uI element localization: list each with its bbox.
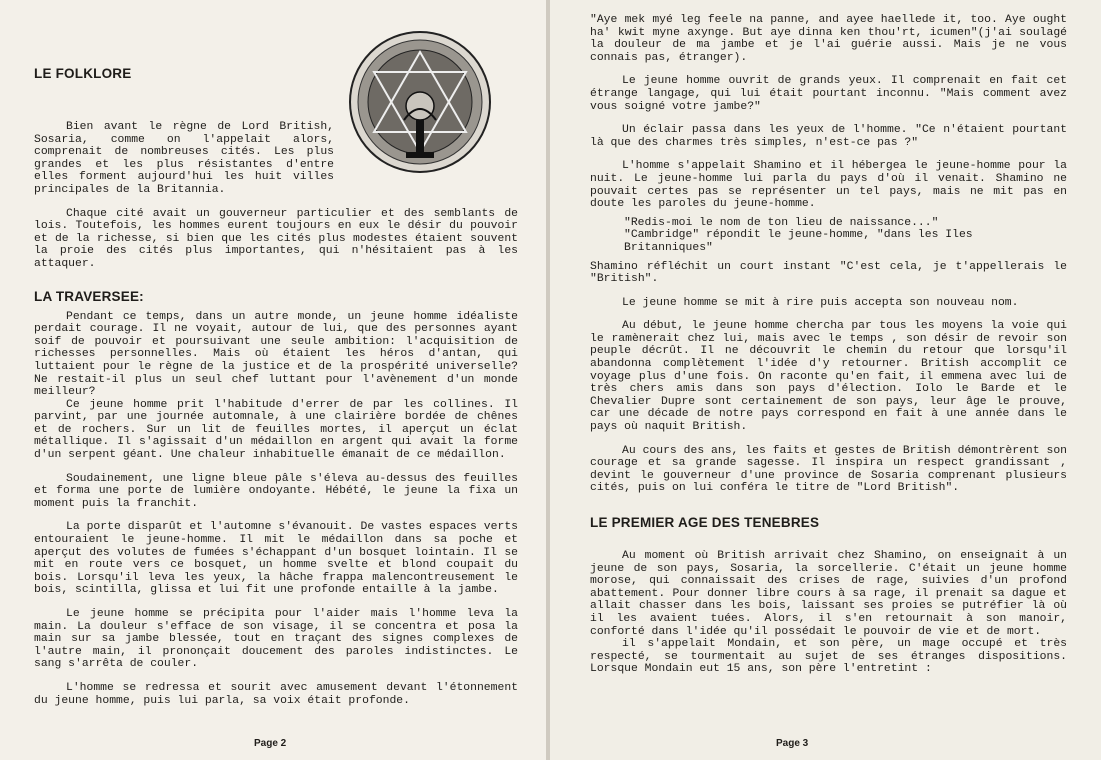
right-paragraph-4: L'homme s'appelait Shamino et il hébergea le jeune-homme pour la nuit. Le jeune-homme lui parla du pays d'où il venait. Shamino ne pouvait certes pas se représenter un tel pays, mais ne mit pas en doute les paroles du jeune-homme. [590,160,1067,211]
traversee-paragraph-1: Pendant ce temps, dans un autre monde, un jeune homme idéaliste perdait courage. Il ne voyait, autour de lui, que des personnes ayant soif de pouvoir et poursuivant une seule ambition: l'acquisition de richesses personnelles. Mais où étaient les héros d'antan, qui luttaient pour le règne de la justice et de la prospérité universelle? Ne restait-il plus un seul chef luttant pour l'avènement d'un monde meilleur? [34,310,518,399]
right-paragraph-6: Le jeune homme se mit à rire puis accepta son nouveau nom. [622,296,1019,309]
right-paragraph-8: Au cours des ans, les faits et gestes de British démontrèrent son courage et sa grande sagesse. Il inspira un respect grandissant , devint le gouverneur d'une province de Sosaria comprenant plusieurs cités, puis on lui conféra le titre de "Lord British". [590,444,1067,495]
pentagram-emblem [346,28,494,176]
heading-traversee: LA TRAVERSEE: [34,288,144,304]
page-number: Page 2 [254,738,287,749]
right-paragraph-3: Un éclair passa dans les yeux de l'homme. "Ce n'étaient pourtant là que des charmes très simples, n'est-ce pas ?" [590,124,1067,149]
dialogue-paragraph-1: "Aye mek myé leg feele na panne, and ayee haellede it, too. Aye ought ha' kwit myne axynge. But aye dinna ken thou'rt, icumen"(j'ai soulagé la douleur de ma jambe et je l'ai guérie aussi. Mais je ne vous connais pas, étranger). [590,14,1067,64]
right-paragraph-7: Au début, le jeune homme chercha par tous les moyens la voie qui le ramènerait chez lui, mais avec le temps , son désir de revoir son peuple décrût. Il ne découvrit le chemin du retour que lorsqu'il abandonna complètement l'idée d'y retourner. British accomplit ce voyage plus d'une fois. On raconte qu'en fait, il emmena avec lui de très chers amis dans son pays d'élection. Iolo le Barde et le Chevalier Dupre sont certainement de son pays, leur âge le prouve, car une décade de notre pays correspond en fait à une année dans le pays où naquit British. [590,320,1067,434]
quote-1: "Redis-moi le nom de ton lieu de naissance..." [624,216,939,229]
traversee-paragraph-6: L'homme se redressa et sourit avec amusement devant l'étonnement du jeune homme, puis lui parla, sa voix était profonde. [34,681,518,707]
right-paragraph-2: Le jeune homme ouvrit de grands yeux. Il comprenait en fait cet étrange langage, qui lui était pourtant inconnu. "Mais comment avez vous soigné votre jambe?" [590,75,1067,113]
right-paragraph-5: Shamino réfléchit un court instant "C'est cela, je t'appellerais le "British". [590,260,1067,286]
heading-folklore: LE FOLKLORE [34,66,132,81]
traversee-paragraph-3: Soudainement, une ligne bleue pâle s'éleva au-dessus des feuilles et forma une porte de lumière ondoyante. Hébété, le jeune la fixa un moment puis la franchit. [34,472,518,510]
right-paragraph-9: Au moment où British arrivait chez Shamino, on enseignait à un jeune de son pays, Sosaria, la sorcellerie. C'était un jeune homme morose, qui connaissait des crises de rage, suivies d'un profond abattement. Pour donner libre cours à sa rage, il prenait sa dague et allait chasser dans les bois, laissant ses proies se putréfier là où il les avaient tuées. Alors, il s'en retournait à son manoir, conforté dans l'idée qu'il possédait le pouvoir de vie et de mort. [590,550,1067,638]
heading-premier-age: LE PREMIER AGE DES TENEBRES [590,515,820,530]
traversee-paragraph-2: Ce jeune homme prit l'habitude d'errer de par les collines. Il parvint, par une journée automnale, à une clairière bordée de chênes et de rochers. Sur un lit de feuilles mortes, il aperçut un éclat métallique. Il s'agissait d'un médaillon en argent qui avait la forme d'un serpent géant. Une chaleur inhabituelle émanait de ce médaillon. [34,398,518,462]
quote-2: "Cambridge" répondit le jeune-homme, "dans les Iles Britanniques" [624,229,973,254]
folklore-paragraph-2: Chaque cité avait un gouverneur particulier et des semblants de lois. Toutefois, les hommes eurent toujours en eux le désir du pouvoir et de la richesse, si bien que les cités plus modestes étaient souvent la proie des cités plus importantes, qui n'hésitaient pas à les attaquer. [34,207,518,270]
traversee-paragraph-5: Le jeune homme se précipita pour l'aider mais l'homme leva la main. La douleur s'efface de son visage, il se concentra et posa la main sur sa jambe blessée, tout en traçant des signes complexes de l'autre main, il prononçait doucement des paroles indistinctes. Le sang s'arrêta de couler. [34,608,518,671]
right-page [550,0,1101,760]
folklore-paragraph-1: Bien avant le règne de Lord British, Sosaria, comme on l'appelait alors, comprenait de nombreuses cités. Les plus grandes et les plus résistantes d'entre elles forment aujourd'hui les huit villes principales de la Britannia. [34,121,334,196]
page-number: Page 3 [776,738,809,749]
traversee-paragraph-4: La porte disparût et l'automne s'évanouit. De vastes espaces verts entouraient le jeune-homme. Il mit le médaillon dans sa poche et aperçut des volutes de fumées s'échappant d'un bosquet lointain. Il se mit en route vers ce bosquet, un homme svelte et blond coupait du bois. Lorsqu'il leva les yeux, la hâche frappa malencontreusement le bois, scintilla, glissa et lui fit une profonde entaille à la jambe. [34,521,518,597]
left-page [0,0,546,760]
right-paragraph-10: il s'appelait Mondain, et son père, un mage occupé et très respecté, se tourmentait au sujet de ses étranges dispositions. Lorsque Mondain eut 15 ans, son père l'entretint : [590,638,1067,676]
